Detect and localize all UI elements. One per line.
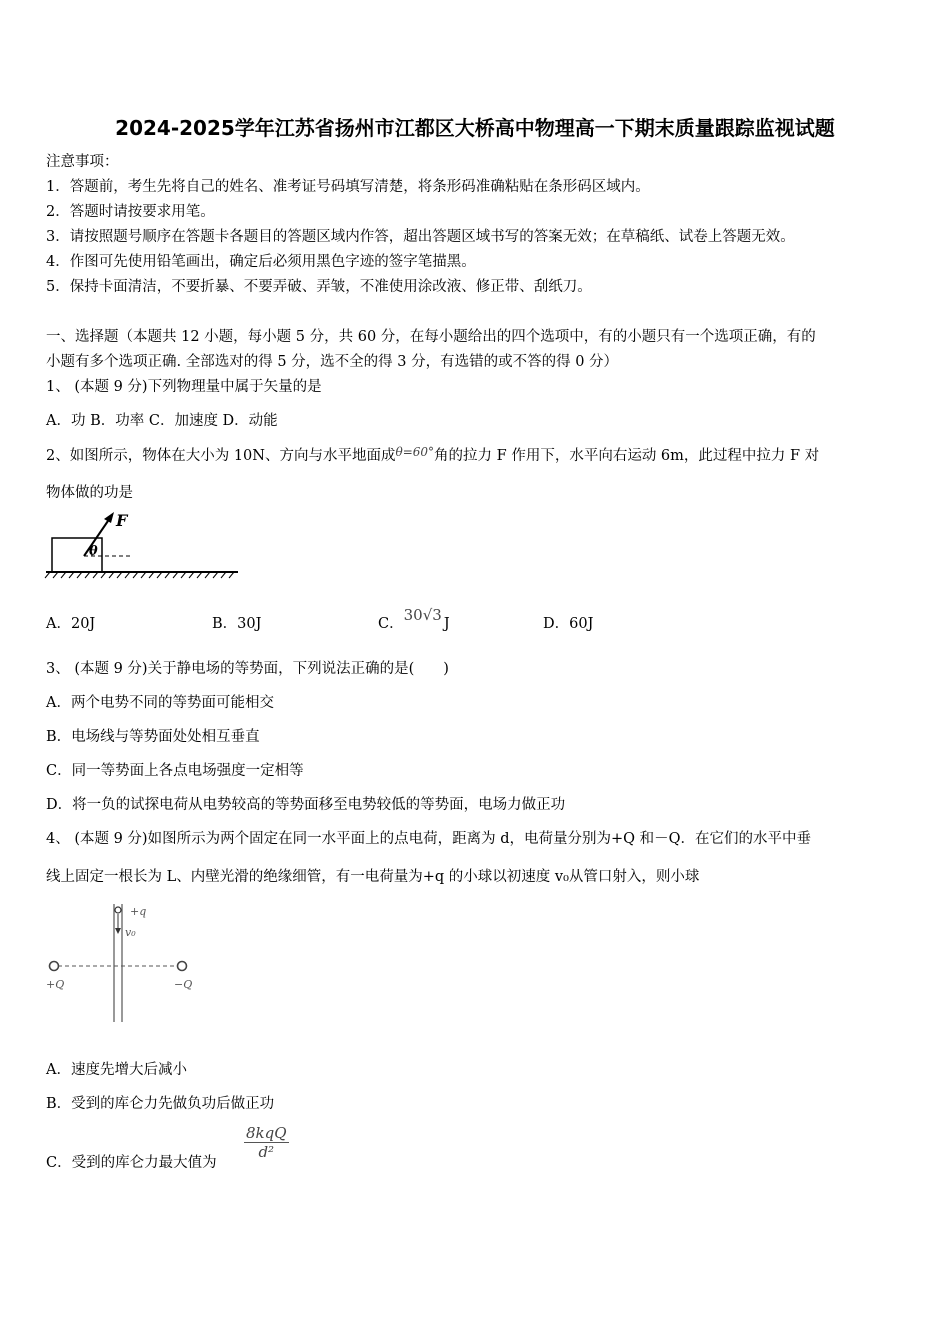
angle-label: θ: [89, 544, 98, 559]
q4-option-a: A．速度先增大后减小: [46, 1062, 187, 1078]
notice-item: 2．答题时请按要求用笔。: [46, 204, 215, 220]
q4-stem-cont: 线上固定一根长为 L、内壁光滑的绝缘细管，有一电荷量为+q 的小球以初速度 v₀从管口射入，则小球: [46, 869, 700, 885]
q2-stem-b: 角的拉力 F 作用下，水平向右运动 6m，此过程中拉力 F 对: [434, 448, 820, 464]
exam-title: 2024-2025学年江苏省扬州市江都区大桥高中物理高一下期末质量跟踪监视试题: [115, 116, 835, 140]
q2-angle: θ=60°: [395, 445, 435, 459]
q2-option-a: A．20J: [46, 616, 96, 632]
q2-option-d: D．60J: [543, 616, 594, 632]
notice-heading: 注意事项：: [46, 154, 119, 170]
fraction-numerator: 8kqQ: [246, 1124, 287, 1142]
q3-option-c: C．同一等势面上各点电场强度一定相等: [46, 763, 304, 779]
q4-charge-diagram: [40, 900, 210, 1030]
q2-option-c-math: 30√3: [403, 606, 442, 624]
negative-charge-label: −Q: [174, 978, 193, 991]
q3-option-a: A．两个电势不同的等势面可能相交: [46, 695, 274, 711]
force-label: F: [116, 511, 128, 530]
q1-stem: 1、 (本题 9 分)下列物理量中属于矢量的是: [46, 379, 322, 395]
small-charge-label: +q: [130, 905, 147, 918]
q2-stem-cont: 物体做的功是: [46, 485, 133, 501]
velocity-label: v₀: [125, 926, 136, 939]
notice-item: 5．保持卡面清洁，不要折暴、不要弄破、弄皱，不准使用涂改液、修正带、刮纸刀。: [46, 279, 592, 295]
q4-stem: 4、 (本题 9 分)如图所示为两个固定在同一水平面上的点电荷，距离为 d，电荷量分别为+Q 和－Q．在它们的水平中垂: [46, 831, 812, 847]
q4-option-c-fraction: [244, 1124, 289, 1161]
q3-stem: 3、 (本题 9 分)关于静电场的等势面，下列说法正确的是( ): [46, 661, 449, 677]
positive-charge-label: +Q: [46, 978, 65, 991]
q1-options: A．功 B．功率 C．加速度 D．动能: [46, 413, 278, 429]
force-arrow-head: [104, 512, 114, 523]
q2-option-b: B．30J: [212, 616, 262, 632]
positive-charge: [50, 962, 59, 971]
q2-force-diagram: [42, 508, 242, 583]
velocity-arrow-head: [115, 928, 121, 934]
notice-item: 1．答题前，考生先将自己的姓名、准考证号码填写清楚，将条形码准确粘贴在条形码区域内。: [46, 179, 650, 195]
notice-item: 4．作图可先使用铅笔画出，确定后必须用黑色字迹的签字笔描黑。: [46, 254, 476, 270]
negative-charge: [178, 962, 187, 971]
q2-option-c-label: C．: [378, 616, 404, 632]
q4-option-b: B．受到的库仑力先做负功后做正功: [46, 1096, 275, 1112]
section-heading: 一、选择题（本题共 12 小题，每小题 5 分，共 60 分，在每小题给出的四个选项中，有的小题只有一个选项正确，有的: [46, 329, 816, 345]
q2-stem: [46, 446, 819, 466]
q2-option-c: [378, 606, 450, 633]
q2-stem-a: 2、如图所示，物体在大小为 10N、方向与水平地面成: [46, 448, 396, 464]
notice-item: 3．请按照题号顺序在答题卡各题目的答题区域内作答，超出答题区域书写的答案无效；在草稿纸、试卷上答题无效。: [46, 229, 795, 245]
section-heading-cont: 小题有多个选项正确. 全部选对的得 5 分，选不全的得 3 分，有选错的或不答的得 0 分）: [46, 354, 619, 370]
small-charge: [115, 907, 121, 913]
q4-option-c: C．受到的库仑力最大值为: [46, 1155, 217, 1171]
fraction-denominator: d²: [258, 1143, 275, 1161]
q2-option-c-unit: J: [443, 616, 450, 632]
q3-option-d: D．将一负的试探电荷从电势较高的等势面移至电势较低的等势面，电场力做正功: [46, 797, 566, 813]
q3-option-b: B．电场线与等势面处处相互垂直: [46, 729, 260, 745]
